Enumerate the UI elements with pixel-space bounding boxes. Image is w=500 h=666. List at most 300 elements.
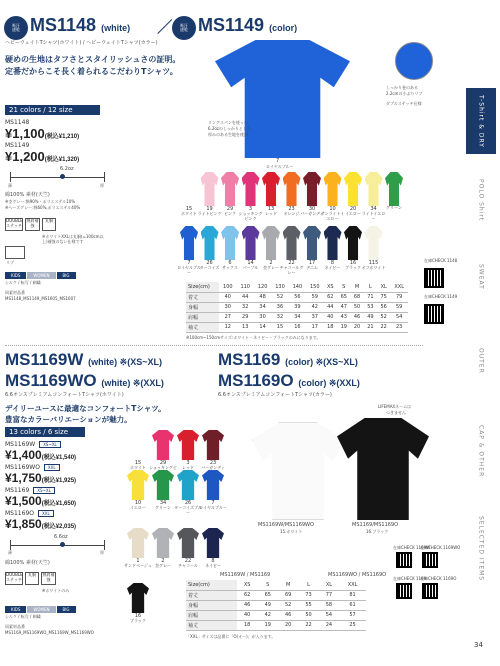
qr-label-1169wo: 在庫CHECK 1169WO (420, 545, 461, 550)
hero-shirt-royal-blue (215, 40, 350, 158)
swatch-number: 3 (248, 206, 253, 212)
size-cell: 62 (323, 292, 337, 302)
bottom-swatch (174, 470, 202, 515)
swatch-shirt (152, 528, 174, 558)
size-cell: 40 (237, 610, 258, 620)
hero-white-label: MS1169W/MS1169WO (258, 522, 314, 528)
swatch-number: 8 (211, 558, 215, 564)
swatch-color-name: オフホワイト (361, 265, 386, 270)
size-cell: 30 (254, 312, 271, 322)
subtitle-white: 6.6オンスプレミアムコンフォートTシャツ(ホワイト) (5, 392, 124, 398)
swatch-shirt (324, 172, 342, 206)
size-cell: 20 (278, 620, 298, 630)
swatch-number: 23 (209, 460, 217, 466)
size-cell: 71 (364, 292, 377, 302)
same-material-codes: MS1148_MS1149_MS1605_MS1607 (5, 296, 76, 301)
section-divider (5, 345, 423, 346)
size-cell: 58 (319, 600, 339, 610)
top2-swatch (221, 226, 239, 270)
size-header: 140 (289, 282, 306, 292)
tag-women: WOMEN (27, 272, 55, 279)
swatch-color-name: ロイヤルブルー (199, 505, 227, 510)
product-price (5, 517, 76, 531)
qr-label-1169: 在庫CHECK 1169 (393, 576, 427, 581)
size-cell: 39 (289, 302, 306, 312)
oz-label-bottom: 6.6oz (54, 534, 68, 540)
top2-swatch (199, 226, 220, 270)
tab-selected-items[interactable]: SELECTED ITEMS (477, 516, 485, 582)
swatch-number: 34 (370, 206, 377, 212)
top2-swatch (262, 226, 280, 270)
size-cell: 47 (337, 302, 350, 312)
swatch-color-name: 杢グレー (263, 265, 279, 270)
hero-shirt-white (252, 422, 344, 520)
size-cell: 20 (350, 322, 363, 332)
catch-line-2: 定番だからこそ長く着られるこだわりTシャツ。 (5, 67, 178, 76)
hero-shirt-black (337, 418, 429, 520)
swatch-color-name: ホワイト (181, 211, 197, 216)
size-header: XXL (390, 282, 408, 292)
swatch-number: 3 (186, 460, 190, 466)
swatch-number: 7 (187, 260, 191, 266)
swatch-color-name: レッド (182, 465, 194, 470)
swatch-number: 15 (185, 206, 193, 212)
size-cell: 43 (337, 312, 350, 322)
tag-big: BIG (57, 272, 76, 279)
code-1148: MS1148 (5, 119, 30, 126)
swatch-shirt (262, 226, 280, 260)
thickness-marker-bottom (60, 542, 65, 547)
swatch-shirt (127, 583, 149, 613)
bottom-swatch (124, 528, 152, 568)
table-row (186, 312, 408, 322)
hero-color-name: ロイヤルブルー (266, 164, 294, 169)
lifemax-note-2: つきません (386, 410, 406, 415)
size-header: L (298, 580, 318, 590)
size-cell: 55 (298, 600, 318, 610)
thin-label-bottom: 薄 (8, 550, 12, 555)
size-table-bottom-note: 「XXL」サイズは品番に「O(オー)」が入ります。 (186, 634, 276, 639)
swatch-shirt (127, 470, 149, 500)
table-row (186, 590, 366, 600)
size-cell: 着丈 (186, 292, 219, 302)
size-cell: 着丈 (186, 590, 237, 600)
size-header: XS (237, 580, 258, 590)
slash-divider (144, 6, 172, 34)
swatch-shirt (152, 470, 174, 500)
size-cell: 19 (258, 620, 278, 630)
swatch-shirt (177, 528, 199, 558)
size-header: 130 (271, 282, 288, 292)
bottom-swatch (177, 528, 199, 568)
size-cell: 肩幅 (186, 610, 237, 620)
swatch-number: 2 (161, 558, 165, 564)
swatch-color-name: ライトイエロー (361, 211, 386, 221)
size-cell: 52 (278, 600, 298, 610)
tab-polo-shirt[interactable]: POLO Shirt (477, 178, 485, 222)
table-row (186, 620, 366, 630)
tubular-body-icon: 丸胴 (42, 218, 56, 231)
swatch-number: 29 (159, 460, 167, 466)
swatch-number: 15 (134, 460, 142, 466)
size-cell: 44 (323, 302, 337, 312)
price-value: ¥1,850 (5, 517, 42, 531)
swatch-shirt (324, 226, 342, 260)
swatch-color-name: ターコイズブルー (174, 505, 202, 515)
size-cell: 23 (390, 322, 408, 332)
swatch-color-name: ライトピンク (197, 211, 222, 216)
swatch-color-name: グリーン (386, 205, 402, 210)
swatch-shirt (365, 172, 383, 206)
size-cell: 65 (258, 590, 278, 600)
swatch-label (361, 260, 387, 271)
swatch-shirt (180, 226, 198, 260)
size-cell: 62 (237, 590, 258, 600)
size-cell: 46 (350, 312, 363, 322)
size-cell: 30 (219, 302, 236, 312)
size-cell: 46 (278, 610, 298, 620)
callout-right-3: ダブルステッチ仕様 (386, 101, 422, 106)
size-header: S (258, 580, 278, 590)
top1-swatch (262, 172, 280, 216)
swatch-label (123, 613, 153, 624)
size-range-badge: XS~XL (39, 441, 61, 448)
material-bottom: 綿100% 素材(天竺) (5, 560, 50, 566)
swatch-shirt (180, 172, 198, 206)
size-cell: 29 (237, 312, 254, 322)
size-cell: 50 (350, 302, 363, 312)
top1-swatch (361, 172, 386, 221)
product-price (5, 494, 76, 508)
size-cell: 75 (377, 292, 390, 302)
bottom-swatch (202, 528, 224, 568)
top2-swatch (177, 226, 201, 275)
swatch-shirt (385, 172, 403, 206)
size-cell: 77 (319, 590, 339, 600)
callout-left-1: リングスパンを使った (208, 120, 248, 125)
qr-code-1149[interactable] (424, 304, 444, 324)
tab-tshirt-dry[interactable]: T-Shirt & DRY (466, 88, 496, 154)
swatch-number: 2 (269, 260, 273, 266)
size-cell: 34 (289, 312, 306, 322)
top1-swatch (180, 172, 198, 216)
size-cell: 肩幅 (186, 312, 219, 322)
swatch-color-name: バーガンディ (300, 211, 324, 216)
swatch-color-name: ブラック (345, 265, 361, 270)
size-cell: 53 (364, 302, 377, 312)
swatch-shirt (303, 226, 321, 260)
quick-dry-badge-2: 吸汗 速乾 (172, 16, 196, 40)
swatch-number: 19 (206, 206, 213, 212)
bottom-swatch (199, 470, 227, 510)
table-row (186, 610, 366, 620)
swatch-shirt (127, 528, 149, 558)
swatch-number: 115 (368, 260, 379, 266)
size-cell: 52 (271, 292, 288, 302)
size-cell: 13 (237, 322, 254, 332)
size-table-top (186, 282, 408, 333)
size-cell: 50 (298, 610, 318, 620)
swatch-number: 1 (136, 558, 140, 564)
qr-label-1148: 在庫CHECK 1148 (424, 258, 458, 263)
size-cell: 21 (364, 322, 377, 332)
size-cell: 18 (323, 322, 337, 332)
category-sidebar (462, 0, 500, 666)
callout-left-3: 厚みのある生地を使用 (208, 132, 248, 137)
swatch-shirt (221, 172, 239, 206)
qr-label-1169o: 在庫CHECK 1169O (420, 576, 457, 581)
swatch-shirt (283, 172, 301, 206)
swatch-number: 16 (134, 613, 142, 619)
bottom-swatch (127, 430, 149, 470)
size-cell: 61 (339, 600, 366, 610)
size-cell: 69 (278, 590, 298, 600)
product-code: MS1169W (5, 441, 36, 448)
code-1149: MS1149 (5, 142, 30, 149)
tab-cap-other[interactable]: CAP & OTHER (477, 424, 485, 478)
price-value: ¥1,750 (5, 471, 42, 485)
swatch-number: 22 (184, 558, 192, 564)
swatch-color-name: ホワイト (130, 465, 146, 470)
same-material-label: 同素材品番 (5, 290, 25, 295)
model-title-1148: MS1148 (white) (30, 15, 131, 35)
swatch-color-name: チャコール (178, 563, 198, 568)
size-cell: 54 (319, 610, 339, 620)
size-cell: 身幅 (186, 600, 237, 610)
size-header: M (278, 580, 298, 590)
qr-code-1169[interactable] (396, 583, 412, 599)
callout-right-1: しっかり巻のある (386, 85, 418, 90)
size-cell: 54 (390, 312, 408, 322)
swatch-number: 20 (349, 206, 357, 212)
swatch-shirt (177, 470, 199, 500)
qr-code-1169w[interactable] (396, 552, 412, 568)
swatch-color-name: サンドベージュ (124, 563, 152, 568)
price-code (5, 441, 61, 448)
swatch-color-name: ピンク (224, 211, 236, 216)
icon-note: ※ホワイトXXLは丸胴(=100cm以上)補強のない仕様です (42, 234, 104, 245)
rib-icon (5, 246, 25, 259)
size-cell: 73 (298, 590, 318, 600)
size-header: L (364, 282, 377, 292)
swatch-shirt (152, 430, 174, 460)
swatch-color-name: イエロー (130, 505, 146, 510)
swatch-shirt (365, 226, 383, 260)
price-tax: (税込¥1,540) (41, 455, 77, 461)
top1-swatch (197, 172, 222, 216)
price-1148: ¥1,100(税込¥1,210) (5, 126, 80, 141)
colors-size-bar-bottom: 13 colors / 6 size (5, 427, 85, 437)
top1-swatch (238, 172, 263, 221)
size-cell: 18 (237, 620, 258, 630)
swatch-color-name: サンライトイエロー (320, 211, 345, 221)
swatch-shirt (202, 430, 224, 460)
size-cell: 40 (323, 312, 337, 322)
qr-code-1169o[interactable] (422, 583, 438, 599)
material-note-1: ※杢グレー:綿90%・ポリエステル10% (5, 199, 76, 204)
swatch-shirt (242, 226, 260, 260)
price-value: ¥1,500 (5, 494, 42, 508)
size-header: 100 (219, 282, 236, 292)
tab-sweat[interactable]: SWEAT (477, 264, 485, 290)
swatch-shirt (283, 226, 301, 260)
hero-color-number: 7 (276, 158, 280, 164)
bottom-swatch (177, 430, 199, 470)
hero-black-sub: 16.ブラック (366, 529, 389, 534)
size-group-1: MS1169W / MS1169 (220, 572, 271, 578)
rib-closeup (395, 42, 433, 80)
size-cell: 52 (377, 312, 390, 322)
icon-note-bottom: ※ホワイトのみ (42, 588, 70, 593)
size-header: XXL (339, 580, 366, 590)
size-header: XS (323, 282, 337, 292)
swatch-number: 14 (247, 260, 254, 266)
print-methods-bottom: シルク / 転写 / 刺繍 (5, 614, 41, 619)
swatch-shirt (202, 470, 224, 500)
usage-tags (5, 272, 76, 279)
qr-code-1148[interactable] (424, 268, 444, 288)
material-note-2: ※ヘーズグレー:綿60%,ポリエステル40% (5, 205, 81, 210)
top2-swatch (324, 226, 342, 270)
quick-dry-badge: 吸汗 速乾 (4, 16, 28, 40)
swatch-shirt (262, 172, 280, 206)
swatch-number: 29 (226, 206, 234, 212)
swatch-number: 22 (288, 260, 295, 266)
price-tax: (税込¥1,925) (41, 478, 77, 484)
print-methods: シルク / 転写 / 刺繍 (5, 280, 41, 285)
thin-label: 薄 (8, 183, 12, 188)
lifemax-note-1: LIFEMAXネームは (378, 404, 412, 409)
swatch-number: 30 (308, 206, 316, 212)
top1-swatch (320, 172, 345, 221)
swatch-color-name: チャコールグレー (279, 265, 304, 275)
price-tax: (税込¥2,035) (41, 524, 77, 530)
size-cell: 59 (390, 302, 408, 312)
tag-big-bottom: BIG (57, 606, 76, 613)
size-cell: 56 (377, 302, 390, 312)
swatch-color-name: ネイビー (205, 563, 221, 568)
size-cell: 12 (219, 322, 236, 332)
size-cell: 49 (258, 600, 278, 610)
qr-label-1149: 在庫CHECK 1149 (424, 294, 458, 299)
swatch-number: 16 (349, 260, 357, 266)
model-title-1169o: MS1169O (color) ※(XXL) (218, 371, 360, 390)
swatch-color-name: ショッキングピ (149, 465, 177, 470)
size-cell: 65 (337, 292, 350, 302)
page-number: 34 (474, 641, 483, 649)
size-cell: 15 (271, 322, 288, 332)
mid-catch-1: デイリーユースに最適なコンフォートTシャツ。 (5, 404, 166, 413)
tag-kids: KIDS (5, 272, 26, 279)
swatch-color-name: イエロー (345, 211, 361, 216)
size-cell: 27 (219, 312, 236, 322)
size-header: XL (319, 580, 339, 590)
size-cell: 49 (364, 312, 377, 322)
top2-swatch (344, 226, 362, 270)
bottom-swatch (127, 470, 149, 510)
swatch-color-name: ネイビー (324, 265, 341, 270)
tab-outer[interactable]: OUTER (477, 348, 485, 374)
thick-label-bottom: 厚 (100, 550, 104, 555)
swatch-shirt (303, 172, 321, 206)
swatch-color-name: デニム (306, 265, 318, 270)
price-value: ¥1,400 (5, 448, 42, 462)
swatch-number: 26 (206, 260, 213, 266)
size-cell: 袖丈 (186, 620, 237, 630)
size-table-note: ※100cm~150cmサイズ:ホワイト・ネイビー・ブラックのみになります。 (186, 335, 321, 340)
swatch-color-name: グリーン (155, 505, 171, 510)
size-header: 150 (306, 282, 323, 292)
size-header: 110 (237, 282, 254, 292)
swatch-shirt (201, 172, 219, 206)
swatch-color-name: レッド (265, 211, 277, 216)
top1-swatch (385, 172, 403, 210)
product-code: MS1169WO (5, 464, 40, 471)
top2-swatch (242, 226, 260, 270)
swatch-number: 34 (159, 500, 167, 506)
product-code: MS1169 (5, 487, 30, 494)
size-range-badge: XXL (44, 464, 60, 471)
size-cell: 24 (319, 620, 339, 630)
size-header: Size(cm) (186, 580, 237, 590)
size-cell: 16 (289, 322, 306, 332)
rib-label: リブ (6, 260, 14, 265)
swatch-color-name: ロイヤルブルー (177, 265, 201, 275)
size-header: 120 (254, 282, 271, 292)
model-title-1149: MS1149 (color) (198, 15, 298, 35)
table-row (186, 600, 366, 610)
size-cell: 42 (258, 610, 278, 620)
bottom-swatch (149, 430, 177, 470)
size-cell: 32 (271, 312, 288, 322)
table-row (186, 322, 408, 332)
price-code (5, 510, 54, 517)
hero-black-label: MS1169/MS1169O (352, 522, 399, 528)
swatch-number: 6 (228, 260, 232, 266)
swatch-shirt (127, 430, 149, 460)
swatch-number: 13 (267, 206, 275, 212)
thickness-ruler-bottom (10, 540, 105, 550)
model-title-1169wo: MS1169WO (white) ※(XXL) (5, 371, 164, 390)
subtitle: ヘビーウェイトTシャツ(ホワイト) / ヘビーウェイトTシャツ(カラー) (5, 40, 158, 46)
size-table-bottom (186, 580, 366, 631)
swatch-number: 23 (288, 206, 295, 212)
table-row (186, 302, 408, 312)
colors-size-bar: 21 colors / 12 size (5, 105, 100, 115)
size-cell: 57 (339, 610, 366, 620)
thickness-ruler (10, 172, 105, 182)
thickness-marker (60, 174, 65, 179)
price-code (5, 487, 55, 494)
swatch-color-name: バーガンディ (201, 465, 225, 470)
swatch-shirt (242, 172, 260, 206)
thick-label: 厚 (100, 183, 104, 188)
swatch-shirt (177, 430, 199, 460)
top2-swatch (279, 226, 304, 275)
swatch-label (198, 558, 228, 569)
bottom-swatch (201, 430, 225, 470)
size-range-badge: XS~XL (33, 487, 55, 494)
double-stitch-icon-bottom: DOUBLE ステッチ (5, 572, 23, 585)
size-header: XL (377, 282, 390, 292)
top1-swatch (283, 172, 301, 216)
swatch-shirt (202, 528, 224, 558)
swatch-number: 7 (211, 500, 215, 506)
bottom-swatch (152, 528, 174, 568)
price-tax: (税込¥1,650) (41, 501, 77, 507)
model-title-1169w: MS1169W (white) ※(XS~XL) (5, 350, 162, 369)
qr-code-1169wo[interactable] (422, 552, 438, 568)
